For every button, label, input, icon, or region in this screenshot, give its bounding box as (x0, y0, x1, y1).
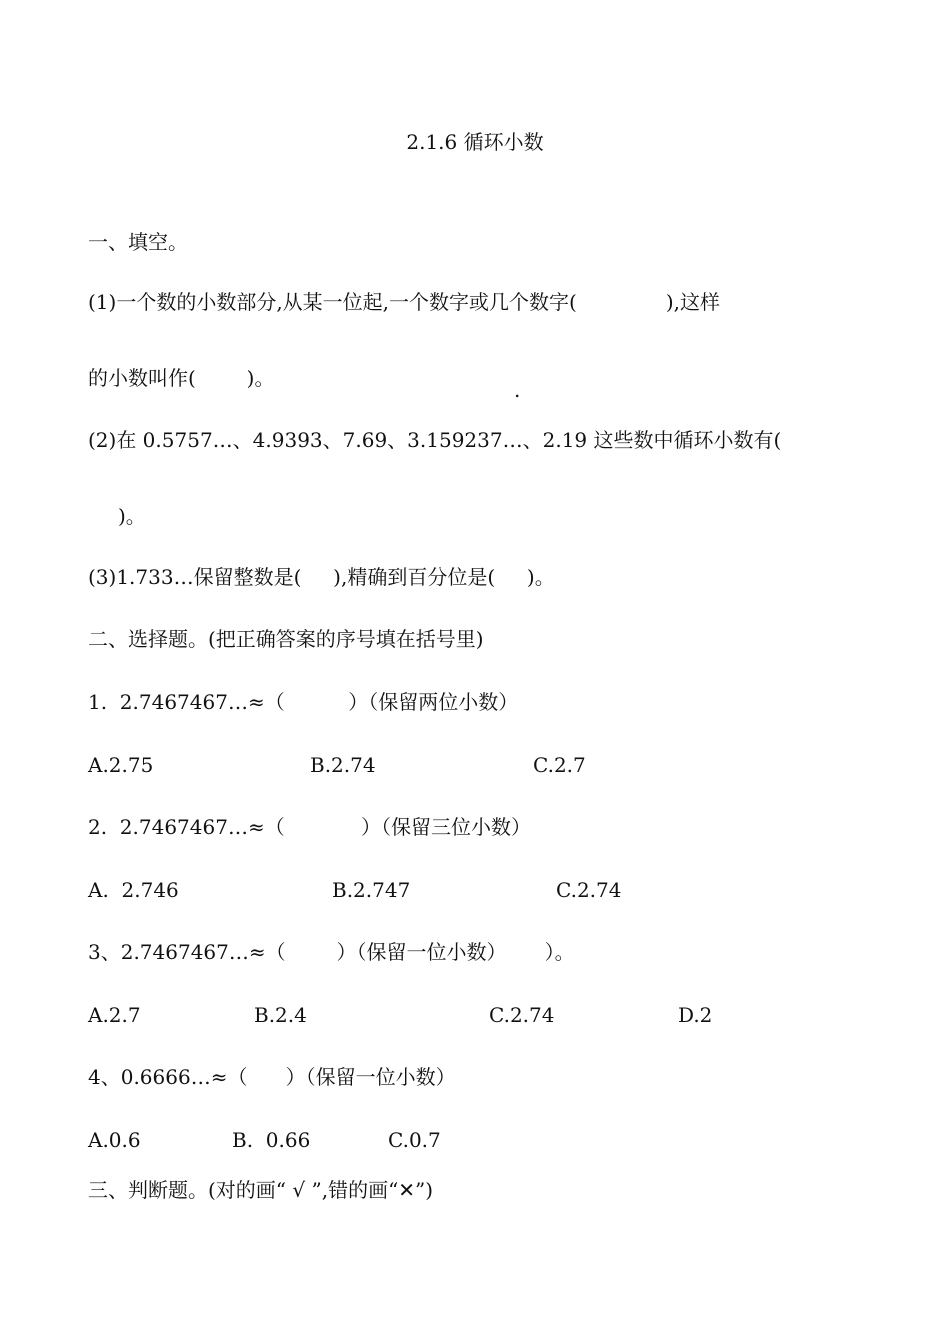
choice-question-1-stem: 1. 2.7467467…≈（ ）（保留两位小数） (88, 690, 519, 714)
choice-question-3-option-c: C.2.74 (489, 1003, 555, 1027)
choice-question-2-option-b: B.2.747 (332, 878, 411, 902)
question-2-line-1: (2)在 0.5757…、4.9393、7.69、3.159237…、2.19 这些数中循环小数有( (88, 428, 782, 452)
question-3: (3)1.733…保留整数是( ),精确到百分位是( )。 (88, 565, 555, 589)
choice-question-3-option-d: D.2 (678, 1003, 713, 1027)
choice-question-1-option-b: B.2.74 (310, 753, 376, 777)
section3-heading: 三、判断题。(对的画“ √ ”,错的画“✕”) (88, 1178, 434, 1202)
choice-question-2-stem: 2. 2.7467467…≈（ ）（保留三位小数） (88, 815, 531, 839)
choice-question-3-stem: 3、2.7467467…≈（ ）（保留一位小数） ）。 (88, 940, 575, 964)
page-title: 2.1.6 循环小数 (406, 130, 544, 154)
choice-question-4-stem: 4、0.6666…≈（ ）（保留一位小数） (88, 1065, 456, 1089)
section2-heading: 二、选择题。(把正确答案的序号填在括号里) (88, 627, 484, 651)
question-1-line-1: (1)一个数的小数部分,从某一位起,一个数字或几个数字( ),这样 (88, 290, 721, 314)
choice-question-3-option-a: A.2.7 (88, 1003, 141, 1027)
choice-question-4-option-c: C.0.7 (388, 1128, 441, 1152)
choice-question-2-option-a: A. 2.746 (88, 878, 179, 902)
question-1-line-2: 的小数叫作( )。 (88, 366, 275, 390)
question-2-line-2: )。 (118, 504, 146, 528)
choice-question-2-option-c: C.2.74 (556, 878, 622, 902)
section1-heading: 一、填空。 (88, 230, 188, 254)
stray-mark: . (514, 378, 521, 402)
choice-question-3-option-b: B.2.4 (254, 1003, 307, 1027)
choice-question-1-option-c: C.2.7 (533, 753, 586, 777)
choice-question-1-option-a: A.2.75 (88, 753, 154, 777)
choice-question-4-option-b: B. 0.66 (232, 1128, 311, 1152)
choice-question-4-option-a: A.0.6 (88, 1128, 141, 1152)
